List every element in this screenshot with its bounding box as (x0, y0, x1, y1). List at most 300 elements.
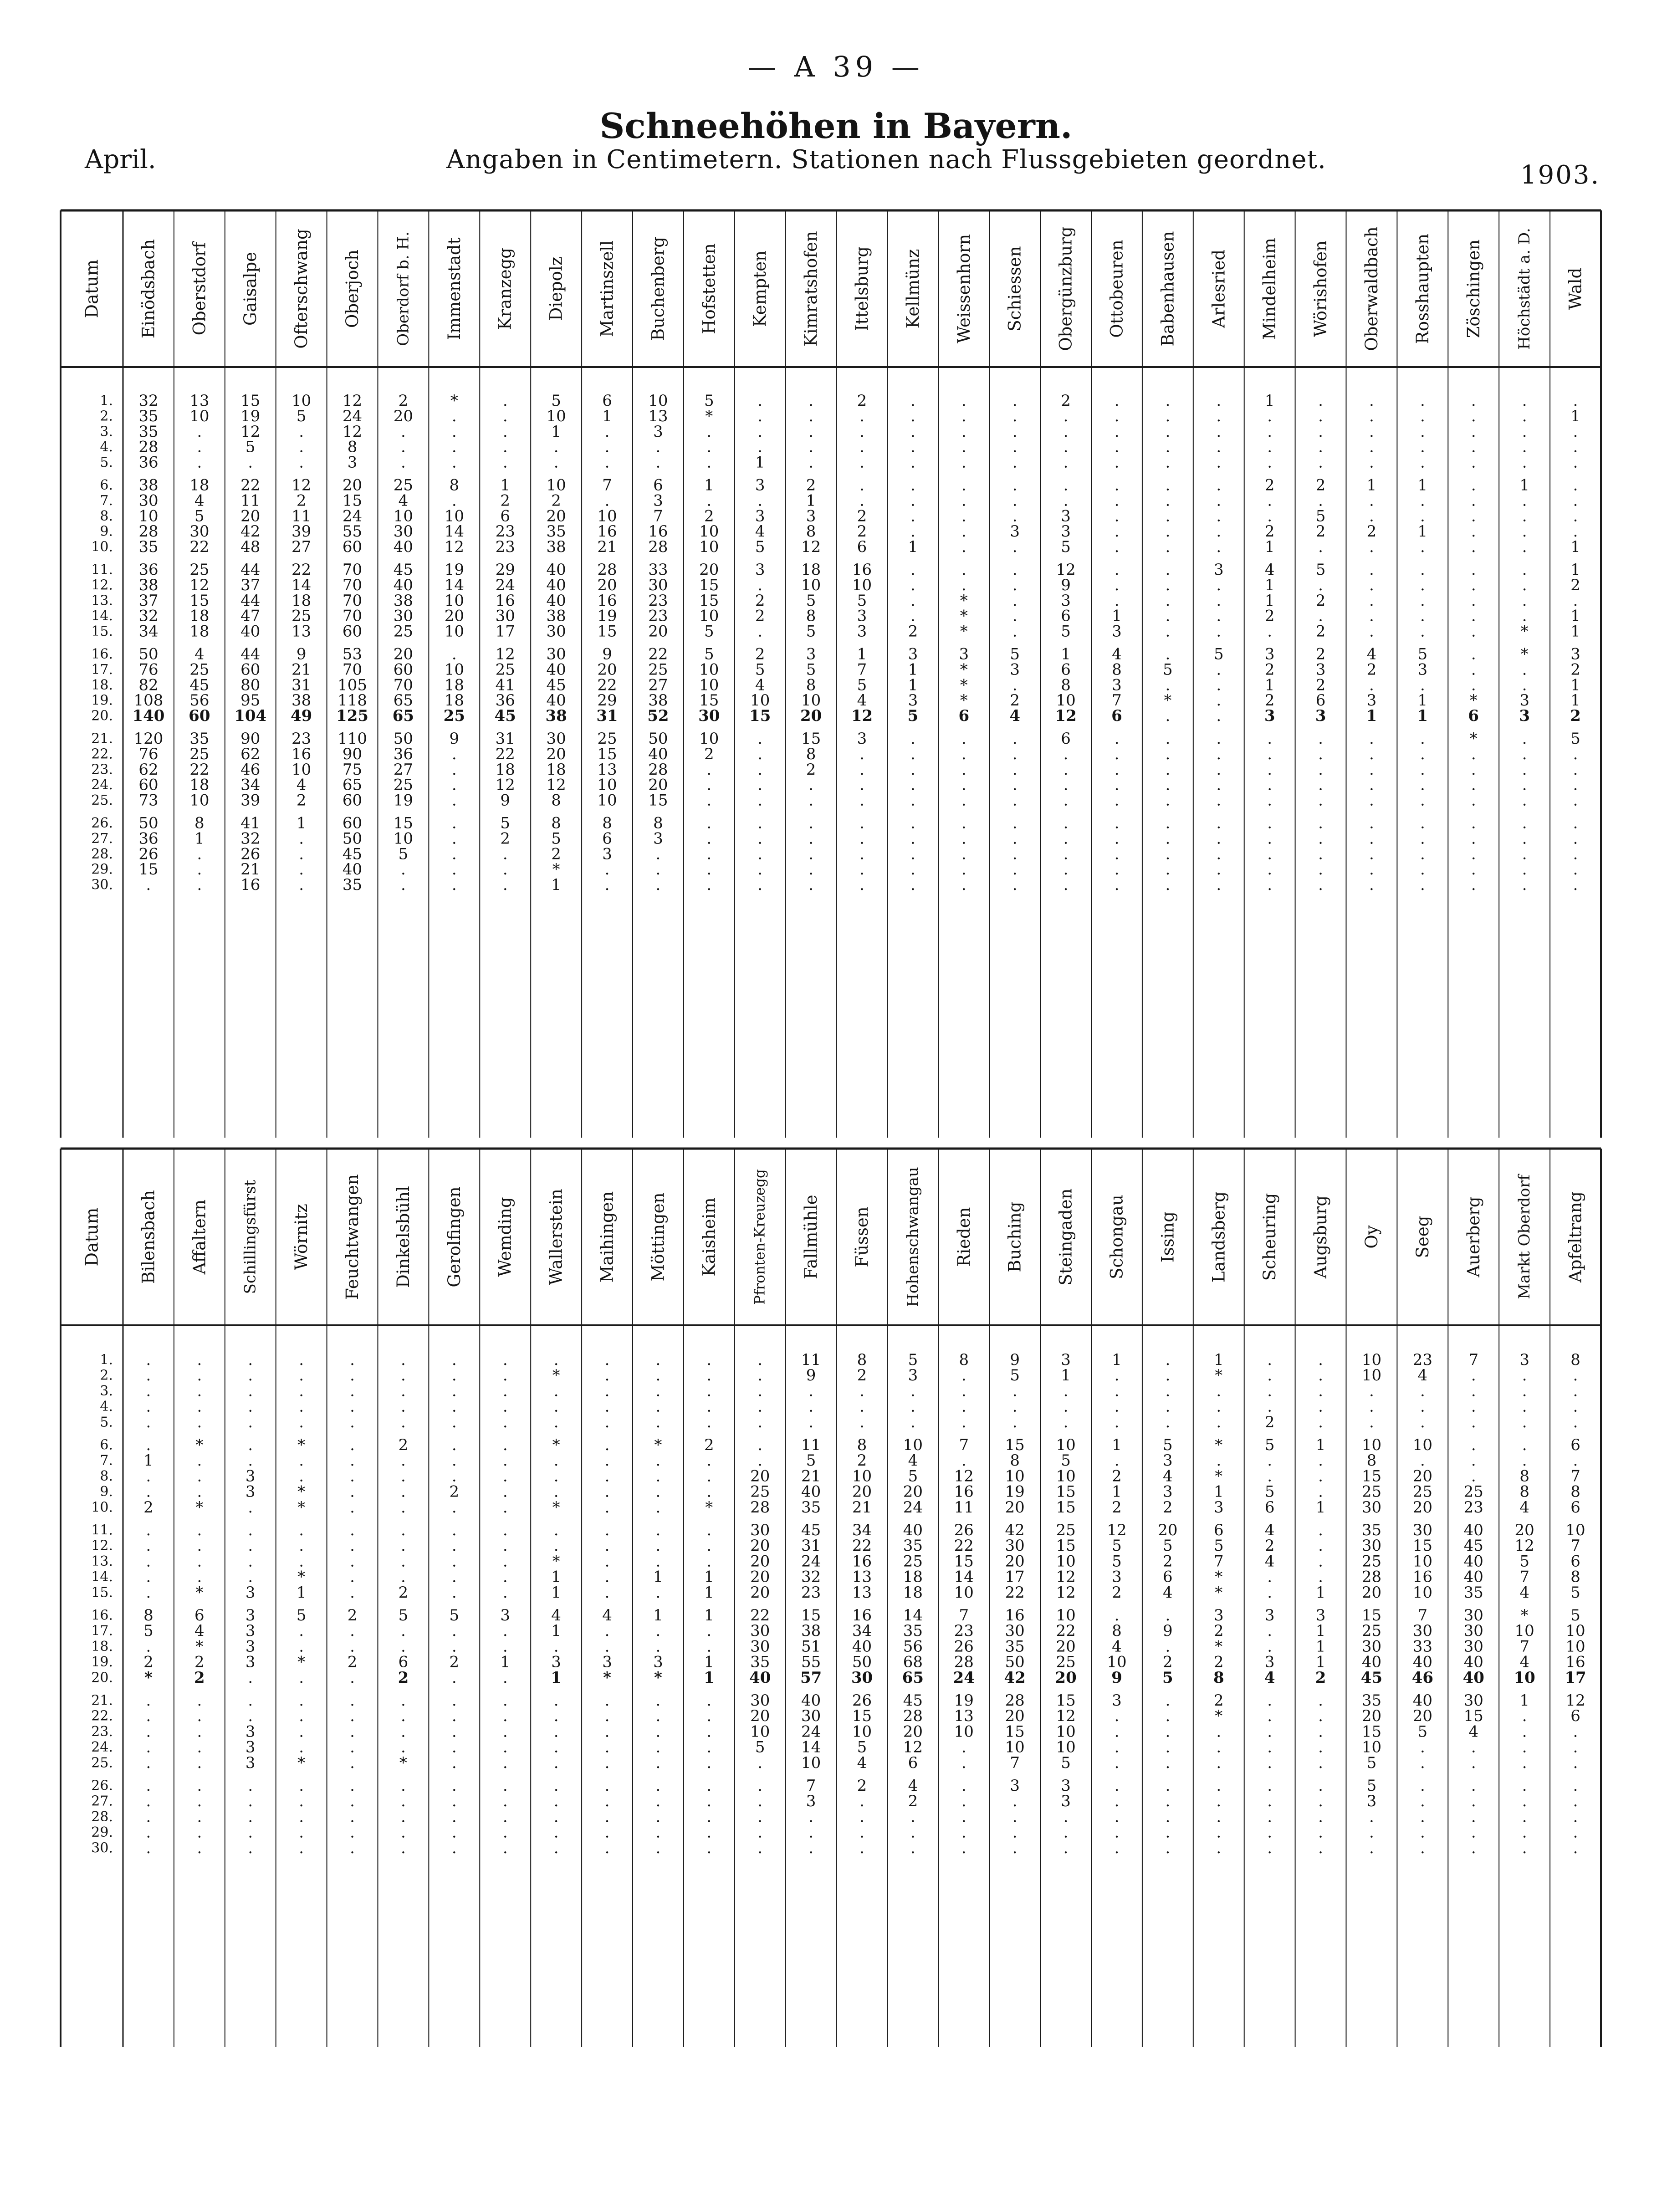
value-cell: 3 (551, 1653, 561, 1671)
value-cell: 40 (546, 561, 566, 579)
value-cell: * (144, 1668, 153, 1687)
value-cell: 82 (138, 676, 159, 695)
value-cell: . (604, 1839, 610, 1857)
value-cell: . (350, 1351, 355, 1369)
value-cell: 18 (903, 1583, 923, 1602)
station-header: Schillingsfürst (241, 1180, 260, 1294)
value-cell: . (604, 1691, 610, 1710)
value-cell: 3 (857, 730, 867, 748)
value-cell: . (197, 1521, 202, 1539)
value-cell: . (146, 1637, 151, 1656)
value-cell: . (299, 1552, 304, 1571)
value-cell: 5 (1112, 1552, 1122, 1571)
value-cell: . (910, 438, 915, 456)
value-cell: . (1114, 1413, 1120, 1431)
value-cell: . (299, 829, 304, 848)
value-cell: . (655, 1753, 661, 1772)
value-cell: 4 (908, 1777, 918, 1795)
value-cell: 3 (602, 845, 612, 863)
value-cell: . (1267, 422, 1273, 441)
table-row (91, 1584, 1580, 1602)
value-cell: 2 (1112, 1583, 1122, 1602)
value-cell: . (859, 745, 864, 763)
value-cell: 13 (291, 622, 312, 641)
value-cell: . (1216, 791, 1222, 810)
value-cell: . (248, 1451, 253, 1470)
value-cell: 3 (1519, 707, 1530, 725)
value-cell: . (299, 1777, 304, 1795)
value-cell: . (350, 1823, 355, 1842)
date-cell: 28. (91, 846, 113, 862)
value-cell: . (1267, 407, 1273, 425)
date-cell: 20. (91, 708, 113, 724)
value-cell: . (1267, 1583, 1273, 1602)
value-cell: . (197, 1691, 202, 1710)
value-cell: . (808, 1397, 814, 1416)
value-cell: . (1216, 845, 1222, 863)
value-cell: . (146, 1537, 151, 1555)
value-cell: . (1471, 876, 1476, 894)
value-cell: . (1471, 607, 1476, 625)
table-row (100, 392, 1578, 410)
station-header: Dinkelsbühl (393, 1186, 413, 1288)
value-cell: . (1522, 676, 1527, 695)
value-cell: 20 (648, 776, 668, 794)
value-cell: . (706, 1707, 712, 1726)
value-cell: . (1420, 1382, 1425, 1400)
month-label: April. (85, 145, 156, 174)
value-cell: . (1216, 676, 1222, 695)
value-cell: 3 (1315, 660, 1326, 679)
value-cell: . (1012, 1792, 1018, 1811)
value-cell: . (1522, 538, 1527, 557)
station-header: Buchenberg (648, 236, 668, 341)
table-row (91, 1792, 1578, 1810)
value-cell: 8 (857, 1351, 867, 1369)
value-cell: . (146, 1707, 151, 1726)
value-cell: . (808, 860, 814, 879)
value-cell: * (552, 1498, 560, 1517)
value-cell: 2 (1264, 476, 1275, 495)
value-cell: . (401, 1622, 406, 1640)
date-cell: 5. (100, 455, 113, 471)
date-cell: 19. (91, 1654, 113, 1670)
value-cell: 4 (1519, 1653, 1529, 1671)
value-cell: . (451, 1637, 457, 1656)
station-header: Zöschingen (1463, 239, 1483, 338)
value-cell: 4 (857, 1753, 867, 1772)
value-cell: 40 (801, 1482, 821, 1501)
value-cell: 10 (1412, 1436, 1432, 1454)
value-cell: . (401, 1637, 406, 1656)
value-cell: . (1522, 507, 1527, 526)
value-cell: 22 (750, 1606, 770, 1625)
value-cell: . (859, 791, 864, 810)
value-cell: . (146, 1413, 151, 1431)
value-cell: 12 (444, 538, 464, 557)
value-cell: 60 (342, 538, 363, 557)
value-cell: . (1420, 676, 1425, 695)
value-cell: . (553, 1397, 559, 1416)
value-cell: 28 (138, 522, 159, 541)
value-cell: 20 (648, 622, 668, 641)
table-row (91, 761, 1578, 779)
value-cell: 3 (1061, 1792, 1071, 1811)
value-cell: 6 (653, 476, 663, 495)
value-cell: . (1420, 576, 1425, 594)
table-row (100, 1366, 1578, 1384)
value-cell: 20 (699, 561, 719, 579)
value-cell: 15 (342, 491, 363, 510)
value-cell: 35 (342, 876, 363, 894)
value-cell: 5 (1264, 1436, 1275, 1454)
value-cell: 39 (240, 791, 261, 810)
value-cell: . (401, 1413, 406, 1431)
value-cell: . (1267, 1382, 1273, 1400)
value-cell: . (961, 476, 966, 495)
value-cell: . (299, 1668, 304, 1687)
value-cell: . (1420, 776, 1425, 794)
station-header: Maihingen (597, 1191, 617, 1283)
value-cell: . (1114, 760, 1120, 779)
value-cell: . (1165, 845, 1171, 863)
value-cell: . (451, 1691, 457, 1710)
value-cell: . (146, 1382, 151, 1400)
value-cell: . (350, 1839, 355, 1857)
value-cell: . (502, 1823, 508, 1842)
value-cell: 1 (704, 1653, 714, 1671)
value-cell: 1 (143, 1451, 153, 1470)
value-cell: . (451, 760, 457, 779)
value-cell: . (706, 776, 712, 794)
station-header: Issing (1158, 1211, 1178, 1262)
value-cell: . (1216, 1792, 1222, 1811)
value-cell: . (910, 760, 915, 779)
value-cell: 10 (138, 507, 159, 526)
value-cell: . (961, 1366, 966, 1385)
value-cell: . (910, 1413, 915, 1431)
value-cell: 25 (443, 707, 465, 725)
value-cell: 5 (1264, 1482, 1275, 1501)
value-cell: 44 (240, 561, 261, 579)
date-cell: 22. (91, 1708, 113, 1724)
value-cell: . (146, 1436, 151, 1454)
value-cell: 25 (1463, 1482, 1483, 1501)
value-cell: 10 (1361, 1351, 1382, 1369)
value-cell: 3 (1061, 591, 1071, 610)
value-cell: 2 (143, 1498, 153, 1517)
value-cell: 45 (1360, 1668, 1383, 1687)
value-cell: . (1318, 1351, 1323, 1369)
value-cell: 5 (1162, 1668, 1173, 1687)
value-cell: . (604, 1382, 610, 1400)
value-cell: 4 (1264, 561, 1275, 579)
value-cell: . (1522, 814, 1527, 833)
value-cell: 15 (138, 860, 159, 879)
value-cell: 4 (551, 1606, 561, 1625)
value-cell: . (451, 1792, 457, 1811)
value-cell: * (1520, 1606, 1529, 1625)
value-cell: . (1471, 438, 1476, 456)
value-cell: 5 (1366, 1753, 1377, 1772)
value-cell: 24 (495, 576, 515, 594)
value-cell: . (757, 1808, 763, 1826)
value-cell: . (1114, 1382, 1120, 1400)
value-cell: . (1471, 507, 1476, 526)
value-cell: 1 (551, 1668, 562, 1687)
value-cell: . (757, 1777, 763, 1795)
value-cell: 8 (194, 814, 205, 833)
value-cell: 1 (1213, 1482, 1224, 1501)
value-cell: 38 (546, 538, 566, 557)
value-cell: 15 (1056, 1498, 1076, 1517)
value-cell: . (706, 1823, 712, 1842)
value-cell: . (910, 860, 915, 879)
value-cell: . (1114, 476, 1120, 495)
value-cell: 16 (1005, 1606, 1025, 1625)
date-cell: 26. (91, 1778, 113, 1794)
station-header: Oberstdorf (189, 242, 210, 336)
value-cell: . (451, 1413, 457, 1431)
value-cell: 5 (907, 707, 919, 725)
station-header: Diepolz (546, 256, 566, 321)
value-cell: 4 (755, 676, 765, 695)
value-cell: . (146, 1839, 151, 1857)
value-cell: 7 (1570, 1467, 1580, 1486)
value-cell: . (1420, 438, 1425, 456)
value-cell: . (1573, 422, 1578, 441)
value-cell: 30 (750, 1521, 770, 1539)
date-cell: 17. (91, 1623, 113, 1639)
value-cell: . (1165, 422, 1171, 441)
value-cell: 55 (801, 1653, 821, 1671)
value-cell: . (1114, 438, 1120, 456)
value-cell: 3 (653, 491, 663, 510)
value-cell: . (1318, 814, 1323, 833)
value-cell: . (401, 1552, 406, 1571)
value-cell: . (350, 1753, 355, 1772)
value-cell: 20 (597, 660, 617, 679)
value-cell: . (1165, 522, 1171, 541)
value-cell: . (1216, 1451, 1222, 1470)
value-cell: . (553, 1839, 559, 1857)
value-cell: . (1420, 607, 1425, 625)
value-cell: . (1471, 622, 1476, 641)
value-cell: . (299, 1397, 304, 1416)
table-row (91, 1707, 1580, 1725)
value-cell: 29 (597, 691, 617, 710)
value-cell: 12 (1056, 1583, 1076, 1602)
value-cell: . (757, 1366, 763, 1385)
station-header: Wemding (495, 1197, 515, 1277)
value-cell: . (1012, 745, 1018, 763)
value-cell: 4 (1112, 645, 1122, 664)
value-cell: 10 (699, 660, 719, 679)
value-cell: . (1573, 876, 1578, 894)
date-cell: 1. (100, 1352, 113, 1368)
value-cell: . (1114, 1397, 1120, 1416)
value-cell: . (808, 1808, 814, 1826)
value-cell: . (451, 1397, 457, 1416)
value-cell: . (1420, 1397, 1425, 1416)
station-header: Auerberg (1463, 1196, 1483, 1277)
value-cell: 22 (240, 476, 261, 495)
value-cell: 118 (337, 691, 367, 710)
value-cell: 60 (240, 660, 261, 679)
value-cell: 20 (750, 1568, 770, 1586)
value-cell: 5 (1061, 1451, 1071, 1470)
value-cell: 3 (1061, 522, 1071, 541)
value-cell: 6 (398, 1653, 409, 1671)
value-cell: . (1573, 591, 1578, 610)
value-cell: 32 (138, 392, 159, 410)
value-cell: . (706, 1451, 712, 1470)
value-cell: . (197, 1839, 202, 1857)
value-cell: 20 (1361, 1707, 1382, 1726)
value-cell: 7 (959, 1606, 969, 1625)
value-cell: . (604, 1583, 610, 1602)
value-cell: . (502, 1413, 508, 1431)
value-cell: 15 (1412, 1537, 1432, 1555)
value-cell: . (553, 1777, 559, 1795)
value-cell: . (1318, 1397, 1323, 1416)
value-cell: . (1369, 760, 1374, 779)
value-cell: 4 (1366, 645, 1377, 664)
value-cell: 28 (597, 561, 617, 579)
table-row (91, 730, 1580, 748)
value-cell: . (706, 1382, 712, 1400)
value-cell: * (960, 691, 968, 710)
value-cell: . (655, 1413, 661, 1431)
value-cell: . (197, 453, 202, 472)
value-cell: . (910, 576, 915, 594)
value-cell: 27 (648, 676, 668, 695)
value-cell: . (808, 876, 814, 894)
value-cell: . (757, 422, 763, 441)
value-cell: 26 (138, 845, 159, 863)
value-cell: . (1267, 760, 1273, 779)
value-cell: . (1267, 814, 1273, 833)
value-cell: . (706, 1622, 712, 1640)
value-cell: 30 (495, 607, 515, 625)
value-cell: 15 (1361, 1606, 1382, 1625)
value-cell: 10 (699, 730, 719, 748)
value-cell: 36 (138, 561, 159, 579)
value-cell: . (451, 1777, 457, 1795)
value-cell: . (553, 453, 559, 472)
value-cell: 1 (1570, 407, 1580, 425)
value-cell: . (1267, 1397, 1273, 1416)
value-cell: . (350, 1537, 355, 1555)
value-cell: . (1471, 814, 1476, 833)
value-cell: 10 (1056, 1436, 1076, 1454)
value-cell: 1 (194, 829, 205, 848)
table-row (91, 1738, 1578, 1757)
value-cell: . (1522, 1436, 1527, 1454)
value-cell: 3 (1417, 660, 1428, 679)
value-cell: 5 (857, 676, 867, 695)
value-cell: . (502, 1482, 508, 1501)
value-cell: 40 (1463, 1552, 1483, 1571)
value-cell: . (1063, 1823, 1069, 1842)
value-cell: . (299, 845, 304, 863)
value-cell: . (553, 1707, 559, 1726)
value-cell: . (451, 422, 457, 441)
value-cell: . (1573, 453, 1578, 472)
value-cell: 16 (1565, 1653, 1585, 1671)
value-cell: . (197, 860, 202, 879)
value-cell: 15 (699, 576, 719, 594)
value-cell: . (451, 845, 457, 863)
value-cell: 9 (806, 1366, 816, 1385)
value-cell: 22 (291, 561, 312, 579)
value-cell: 2 (194, 1653, 205, 1671)
value-cell: . (1369, 829, 1374, 848)
value-cell: . (859, 814, 864, 833)
value-cell: 25 (189, 660, 210, 679)
value-cell: . (961, 453, 966, 472)
value-cell: 20 (1055, 1668, 1077, 1687)
value-cell: . (553, 1637, 559, 1656)
value-cell: 10 (801, 691, 821, 710)
value-cell: 19 (1005, 1482, 1025, 1501)
value-cell: . (451, 1498, 457, 1517)
value-cell: 1 (1570, 561, 1580, 579)
value-cell: . (1216, 538, 1222, 557)
value-cell: . (1165, 829, 1171, 848)
value-cell: . (1318, 791, 1323, 810)
value-cell: 2 (500, 829, 511, 848)
value-cell: 28 (750, 1498, 770, 1517)
value-cell: . (299, 422, 304, 441)
value-cell: . (1216, 1777, 1222, 1795)
station-header: Möttingen (648, 1192, 668, 1282)
value-cell: 2 (143, 1653, 153, 1671)
value-cell: . (655, 845, 661, 863)
value-cell: 10 (1514, 1622, 1534, 1640)
value-cell: 10 (699, 522, 719, 541)
value-cell: 8 (1112, 1622, 1122, 1640)
value-cell: . (910, 476, 915, 495)
value-cell: . (197, 845, 202, 863)
value-cell: . (1522, 1366, 1527, 1385)
value-cell: . (1114, 1839, 1120, 1857)
value-cell: . (961, 1753, 966, 1772)
value-cell: 7 (857, 660, 867, 679)
station-header: Rieden (954, 1207, 974, 1267)
value-cell: . (502, 876, 508, 894)
value-cell: 1 (908, 660, 918, 679)
value-cell: 6 (958, 707, 970, 725)
value-cell: * (1215, 1366, 1223, 1385)
value-cell: 2 (551, 491, 561, 510)
value-cell: . (1369, 422, 1374, 441)
value-cell: 5 (143, 1622, 153, 1640)
value-cell: 41 (240, 814, 261, 833)
value-cell: 23 (954, 1622, 974, 1640)
value-cell: . (1522, 1808, 1527, 1826)
value-cell: . (859, 829, 864, 848)
date-cell: 26. (91, 815, 113, 831)
value-cell: . (146, 1366, 151, 1385)
value-cell: 1 (1264, 538, 1275, 557)
value-cell: 10 (699, 607, 719, 625)
value-cell: 1 (551, 1583, 561, 1602)
value-cell: 1 (755, 453, 765, 472)
value-cell: . (961, 1839, 966, 1857)
value-cell: . (1522, 1382, 1527, 1400)
value-cell: 44 (240, 645, 261, 664)
